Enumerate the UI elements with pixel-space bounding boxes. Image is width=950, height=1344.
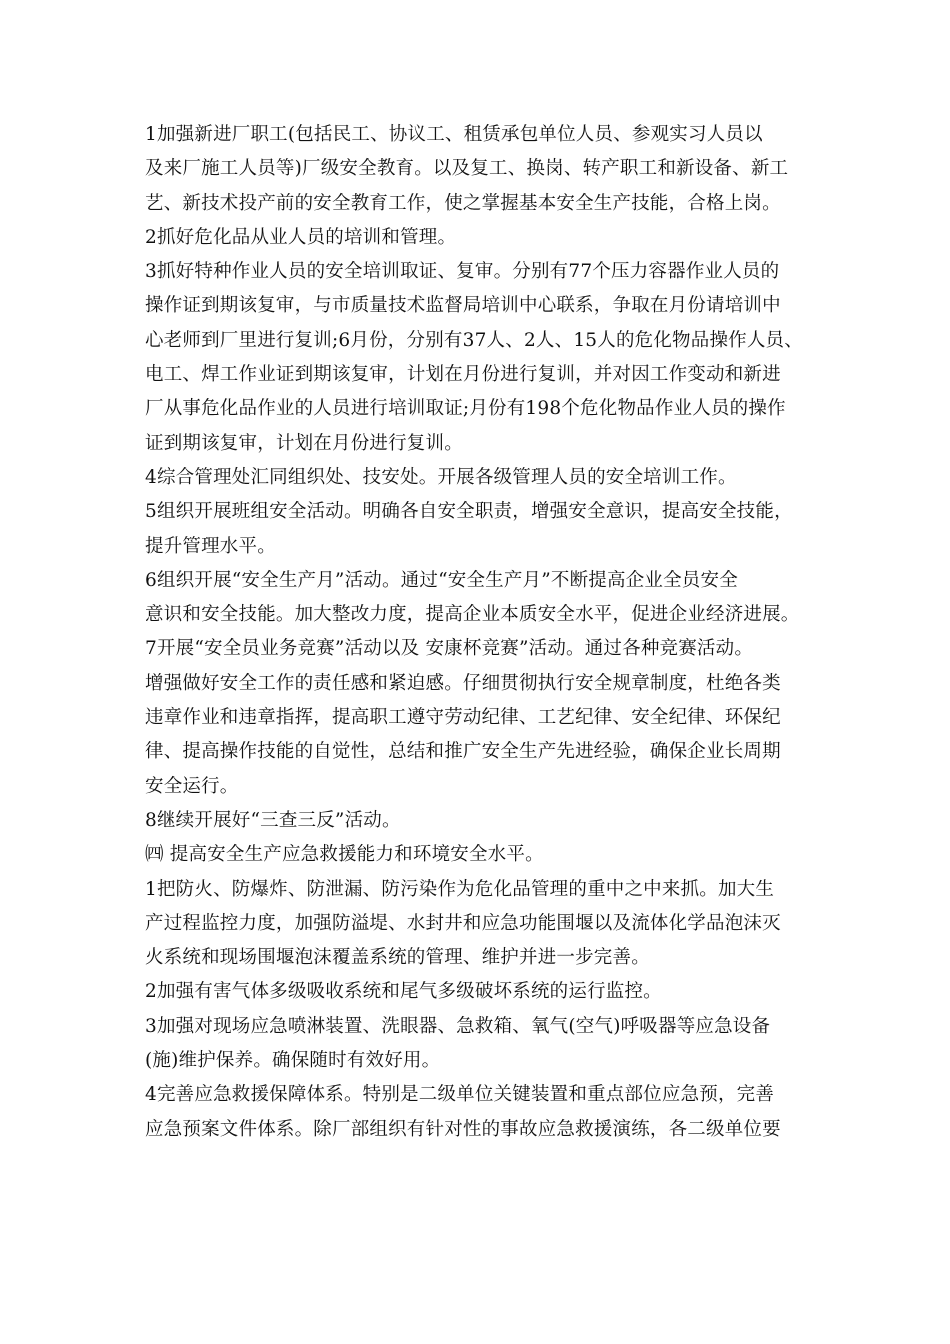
text-line: 律、提高操作技能的自觉性，总结和推广安全生产先进经验，确保企业长周期: [145, 741, 781, 763]
text-line: 产过程监控力度，加强防溢堤、水封井和应急功能围堰以及流体化学品泡沫灭: [145, 912, 781, 934]
text-line: 4完善应急救援保障体系。特别是二级单位关键装置和重点部位应急预，完善: [145, 1084, 775, 1106]
text-line: 安全运行。: [145, 775, 239, 797]
text-line: 2加强有害气体多级吸收系统和尾气多级破坏系统的运行监控。: [145, 981, 662, 1003]
text-line: 证到期该复审，计划在月份进行复训。: [145, 432, 463, 454]
text-line: 6组织开展“安全生产月”活动。通过“安全生产月”不断提高企业全员安全: [145, 569, 738, 591]
text-line: 4综合管理处汇同组织处、技安处。开展各级管理人员的安全培训工作。: [145, 466, 737, 488]
text-line: 1把防火、防爆炸、防泄漏、防污染作为危化品管理的重中之中来抓。加大生: [145, 878, 775, 900]
text-line: 艺、新技术投产前的安全教育工作，使之掌握基本安全生产技能，合格上岗。: [145, 192, 781, 214]
text-line: ㈣ 提高安全生产应急救援能力和环境安全水平。: [145, 844, 544, 866]
text-line: (施)维护保养。确保随时有效好用。: [145, 1050, 441, 1072]
text-line: 8继续开展好“三查三反”活动。: [145, 809, 401, 831]
text-line: 电工、焊工作业证到期该复审，计划在月份进行复训，并对因工作变动和新进: [145, 364, 781, 386]
text-line: 心老师到厂里进行复训;6月份，分别有37人、2人、15人的危化物品操作人员、: [145, 329, 803, 351]
text-line: 意识和安全技能。加大整改力度，提高企业本质安全水平，促进企业经济进展。: [145, 604, 800, 626]
text-line: 应急预案文件体系。除厂部组织有针对性的事故应急救援演练，各二级单位要: [145, 1118, 781, 1140]
text-line: 5组织开展班组安全活动。明确各自安全职责，增强安全意识，提高安全技能，: [145, 501, 793, 523]
text-line: 7开展“安全员业务竞赛”活动以及 安康杯竞赛”活动。通过各种竞赛活动。: [145, 638, 754, 660]
text-line: 3加强对现场应急喷淋装置、洗眼器、急救箱、氧气(空气)呼吸器等应急设备: [145, 1015, 771, 1037]
text-line: 3抓好特种作业人员的安全培训取证、复审。分别有77个压力容器作业人员的: [145, 261, 780, 283]
text-line: 违章作业和违章指挥，提高职工遵守劳动纪律、工艺纪律、安全纪律、环保纪: [145, 707, 781, 729]
text-line: 增强做好安全工作的责任感和紧迫感。仔细贯彻执行安全规章制度，杜绝各类: [145, 672, 781, 694]
body-text: [145, 118, 825, 1147]
text-line: 提升管理水平。: [145, 535, 276, 557]
text-line: 操作证到期该复审，与市质量技术监督局培训中心联系，争取在月份请培训中: [145, 295, 781, 317]
text-line: 2抓好危化品从业人员的培训和管理。: [145, 226, 457, 248]
text-line: 厂从事危化品作业的人员进行培训取证;月份有198个危化物品作业人员的操作: [145, 398, 786, 420]
text-line: 火系统和现场围堰泡沫覆盖系统的管理、维护并进一步完善。: [145, 947, 650, 969]
text-line: 及来厂施工人员等)厂级安全教育。以及复工、换岗、转产职工和新设备、新工: [145, 158, 789, 180]
text-line: 1加强新进厂职工(包括民工、协议工、租赁承包单位人员、参观实习人员以: [145, 124, 763, 145]
